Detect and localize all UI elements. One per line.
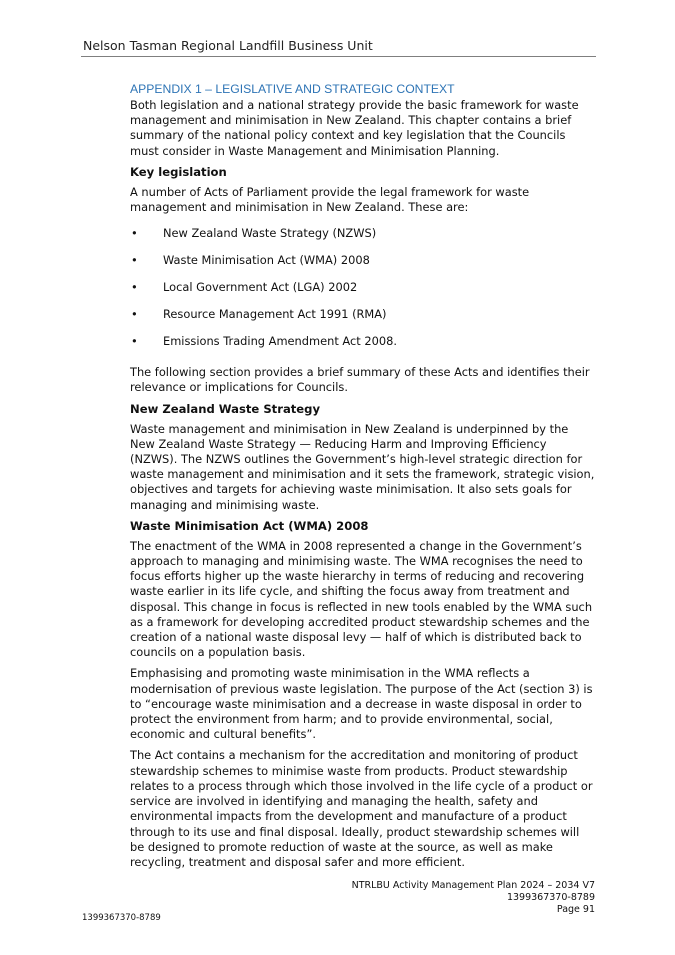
header-divider [81, 56, 596, 57]
list-item [130, 280, 596, 307]
bullet-icon: • [131, 280, 138, 295]
running-header: Nelson Tasman Regional Landfill Business Unit [83, 38, 373, 53]
list-item-label: New Zealand Waste Strategy (NZWS) [163, 226, 377, 241]
footer-document-id: 1399367370-8789 [82, 913, 161, 923]
footer-plan-title: NTRLBU Activity Management Plan 2024 – 2034 V7 [351, 880, 595, 891]
appendix-title: APPENDIX 1 – LEGISLATIVE AND STRATEGIC CONTEXT [130, 82, 455, 96]
footer-document-number: 1399367370-8789 [506, 892, 595, 903]
list-item [130, 307, 596, 334]
bullet-icon: • [131, 307, 138, 322]
wma-heading: Waste Minimisation Act (WMA) 2008 [130, 518, 369, 533]
list-item [130, 334, 596, 361]
bullet-icon: • [131, 226, 138, 241]
wma-paragraph-3: The Act contains a mechanism for the accreditation and monitoring of product stewardship schemes to minimise waste from products. Product stewardship relates to a process through which those involved in the life cycle of a product or service are involved in identifying and managing the health, safety and environmental impacts from the development and manufacture of a product through to its use and final disposal. Ideally, product stewardship schemes will be designed to promote reduction of waste at the source, as well as make recycling, treatment and disposal safer and more efficient. [130, 748, 593, 869]
bullet-icon: • [131, 334, 138, 349]
nzws-heading: New Zealand Waste Strategy [130, 401, 321, 416]
list-item-label: Resource Management Act 1991 (RMA) [163, 307, 387, 322]
list-item [130, 226, 596, 253]
list-item-label: Emissions Trading Amendment Act 2008. [163, 334, 397, 349]
nzws-paragraph: Waste management and minimisation in New Zealand is underpinned by the New Zealand Waste Strategy — Reducing Harm and Improving Efficiency (NZWS). The NZWS outlines the Government’s high-level strategic direction for waste management and minimisation and it sets the framework, strategic vision, objectives and targets for achieving waste minimisation. It also sets goals for managing and minimising waste. [130, 421, 595, 512]
list-item-label: Local Government Act (LGA) 2002 [163, 280, 358, 295]
page-number: Page 91 [556, 904, 595, 915]
list-item-label: Waste Minimisation Act (WMA) 2008 [163, 253, 370, 268]
page-footer [352, 880, 595, 916]
wma-paragraph-1: The enactment of the WMA in 2008 represented a change in the Government’s approach to managing and minimising waste. The WMA recognises the need to focus efforts higher up the waste hierarchy in terms of reducing and recovering waste earlier in its life cycle, and shifting the focus away from treatment and disposal. This change in focus is reflected in new tools enabled by the WMA such as a framework for developing accredited product stewardship schemes and the creation of a national waste disposal levy — half of which is distributed back to councils on a population basis. [130, 538, 593, 660]
summary-paragraph: The following section provides a brief summary of these Acts and identifies their relevance or implications for Councils. [130, 365, 590, 395]
acts-list [130, 226, 596, 361]
key-legislation-heading: Key legislation [130, 164, 227, 179]
key-legislation-text: A number of Acts of Parliament provide the legal framework for waste management and minimisation in New Zealand. These are: [130, 184, 530, 215]
bullet-icon: • [131, 253, 138, 268]
main-content [130, 82, 596, 876]
intro-paragraph: Both legislation and a national strategy provide the basic framework for waste management and minimisation in New Zealand. This chapter contains a brief summary of the national policy context and key legislation that the Councils must consider in Waste Management and Minimisation Planning. [130, 98, 579, 158]
wma-paragraph-2: Emphasising and promoting waste minimisation in the WMA reflects a modernisation of previous waste legislation. The purpose of the Act (section 3) is to “encourage waste minimisation and a decrease in waste disposal in order to protect the environment from harm; and to provide environmental, social, economic and cultural benefits”. [130, 666, 593, 742]
list-item [130, 253, 596, 280]
